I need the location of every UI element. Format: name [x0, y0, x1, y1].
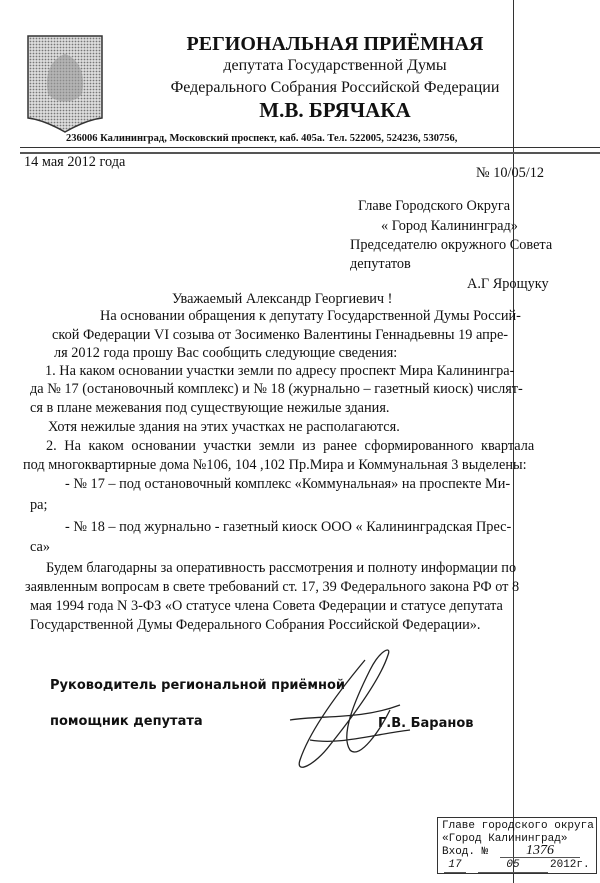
recipient-name: А.Г Ярощуку	[467, 276, 549, 292]
body-line: да № 17 (остановочный комплекс) и № 18 (журнально – газетный киоск) числят-	[30, 381, 523, 397]
org-title: РЕГИОНАЛЬНАЯ ПРИЁМНАЯ	[186, 33, 484, 55]
header-rule	[20, 147, 600, 154]
org-subtitle: депутата Государственной Думы	[223, 57, 447, 74]
signatory-role-2: помощник депутата	[50, 714, 203, 729]
stamp-line: Главе городского округа	[442, 820, 594, 832]
body-line: 1. На каком основании участки земли по адресу проспект Мира Калинингра-	[45, 363, 515, 379]
body-line: На основании обращения к депутату Государственной Думы Россий-	[100, 308, 521, 324]
stamp-month: 05	[478, 859, 548, 873]
recipient-line: Главе Городского Округа	[358, 198, 511, 214]
body-line: Будем благодарны за оперативность рассмотрения и полноту информации по	[46, 560, 517, 576]
body-line: ся в плане межевания под существующие нежилые здания.	[30, 400, 390, 416]
body-line: Хотя нежилые здания на этих участках не располагаются.	[48, 419, 400, 435]
recipient-line: депутатов	[350, 256, 411, 272]
body-line: заявленным вопросам в свете требований ст. 17, 39 Федерального закона РФ от 8	[25, 579, 520, 595]
signatory-role: Руководитель региональной приёмной	[50, 678, 346, 693]
stamp-line: «Город Калининград»	[442, 833, 568, 845]
stamp-day: 17	[444, 859, 466, 873]
greeting: Уважаемый Александр Георгиевич !	[172, 291, 393, 307]
incoming-stamp	[437, 817, 597, 874]
stamp-in-label: Вход. №	[442, 846, 489, 858]
org-subtitle-2: Федерального Собрания Российской Федерации	[170, 79, 500, 96]
body-line: са»	[30, 539, 51, 555]
recipient-line: « Город Калининград»	[381, 218, 518, 234]
stamp-year: 2012г.	[550, 859, 590, 871]
letter-date: 14 мая 2012 года	[24, 154, 126, 170]
body-line: ра;	[30, 497, 48, 513]
recipient-line: Председателю окружного Совета	[350, 237, 553, 253]
body-line: мая 1994 года N 3-ФЗ «О статусе члена Совета Федерации и статусе депутата	[30, 598, 503, 614]
body-line: Государственной Думы Федерального Собрания Российской Федерации».	[30, 617, 481, 633]
deputy-name: М.В. БРЯЧАКА	[259, 98, 411, 122]
body-line: 2. На каком основании участки земли из ранее сформированного квартала	[46, 438, 535, 454]
body-line: под многоквартирные дома №106, 104 ,102 Пр.Мира и Коммунальная 3 выделены:	[23, 457, 527, 473]
stamp-in-number: 1376	[500, 844, 580, 858]
body-line: - № 18 – под журнально - газетный киоск ООО « Калининградская Прес-	[65, 519, 512, 535]
signatory-name: Г.В. Баранов	[378, 716, 474, 731]
body-line: - № 17 – под остановочный комплекс «Коммунальная» на проспекте Ми-	[65, 476, 511, 492]
body-line: ской Федерации VI созыва от Зосименко Валентины Геннадьевны 19 апре-	[52, 327, 509, 343]
office-address: 236006 Калининград, Московский проспект, каб. 405а. Тел. 522005, 524236, 530756,	[66, 133, 458, 144]
handwritten-signature	[270, 640, 420, 780]
letter-number: № 10/05/12	[476, 165, 545, 181]
body-line: ля 2012 года прошу Вас сообщить следующие сведения:	[54, 345, 398, 361]
